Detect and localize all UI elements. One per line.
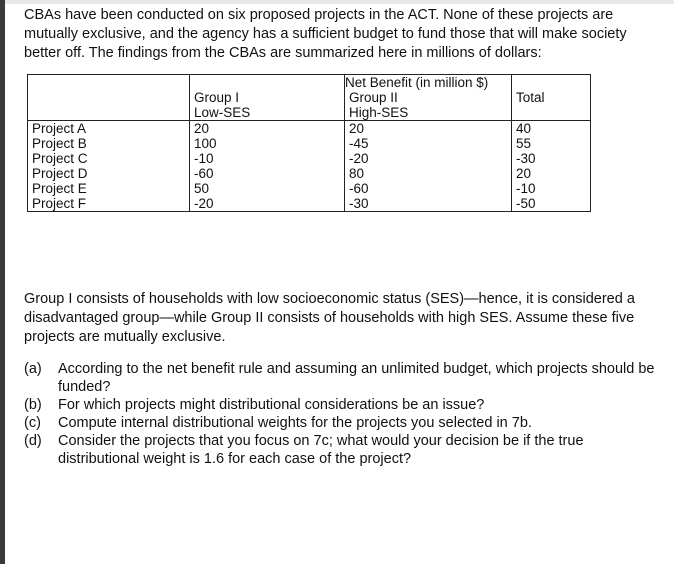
intro-paragraph: CBAs have been conducted on six proposed projects in the ACT. None of these projects are mutually exclusive, and the agency has a sufficient budget to fund those that will make society better off. The findings from the CBAs are summarized here in millions of dollars: bbox=[24, 7, 627, 61]
group1-value: -10 bbox=[190, 151, 345, 166]
question-text: According to the net benefit rule and assuming an unlimited budget, which projects should be funded? bbox=[58, 361, 655, 395]
total-header: Total bbox=[516, 90, 545, 105]
window-left-edge bbox=[0, 0, 5, 564]
question-list bbox=[24, 360, 664, 468]
table-header-row bbox=[28, 75, 591, 106]
group2-value: -45 bbox=[345, 136, 512, 151]
group2-value: 80 bbox=[345, 166, 512, 181]
group2-value: -60 bbox=[345, 181, 512, 196]
project-name: Project F bbox=[28, 196, 190, 212]
net-benefit-header: Net Benefit (in million $) bbox=[345, 75, 489, 90]
question-label: (b) bbox=[24, 397, 42, 413]
project-name: Project E bbox=[28, 181, 190, 196]
table-row bbox=[28, 166, 591, 181]
group1-ses: Low-SES bbox=[190, 105, 345, 121]
total-value: 20 bbox=[512, 166, 591, 181]
group-description-paragraph: Group I consists of households with low socioeconomic status (SES)—hence, it is considered a disadvantaged group—while Group II consists of households with high SES. Assume these five projects are mutually exclusive. bbox=[24, 291, 635, 345]
question-text: Consider the projects that you focus on 7c; what would your decision be if the true distributional weight is 1.6 for each case of the project? bbox=[58, 433, 584, 467]
total-subheader-cell bbox=[512, 105, 591, 121]
project-name: Project C bbox=[28, 151, 190, 166]
question-text: For which projects might distributional considerations be an issue? bbox=[58, 397, 485, 413]
table-row bbox=[28, 196, 591, 212]
question-label: (d) bbox=[24, 433, 42, 449]
project-name: Project A bbox=[28, 121, 190, 137]
group2-value: 20 bbox=[345, 121, 512, 137]
total-value: 55 bbox=[512, 136, 591, 151]
group1-header-cell bbox=[190, 75, 345, 106]
question-label: (a) bbox=[24, 361, 42, 377]
table-row bbox=[28, 151, 591, 166]
question-text: Compute internal distributional weights for the projects you selected in 7b. bbox=[58, 415, 532, 431]
group1-value: 50 bbox=[190, 181, 345, 196]
project-header-cell bbox=[28, 75, 190, 106]
group2-header-cell bbox=[345, 75, 512, 106]
question-label: (c) bbox=[24, 415, 41, 431]
group1-value: -20 bbox=[190, 196, 345, 212]
group2-value: -30 bbox=[345, 196, 512, 212]
total-value: 40 bbox=[512, 121, 591, 137]
total-value: -10 bbox=[512, 181, 591, 196]
group2-name: Group II bbox=[349, 90, 398, 105]
project-subheader-cell bbox=[28, 105, 190, 121]
group2-value: -20 bbox=[345, 151, 512, 166]
group2-ses: High-SES bbox=[345, 105, 512, 121]
project-name: Project B bbox=[28, 136, 190, 151]
group1-value: 100 bbox=[190, 136, 345, 151]
cba-results-table bbox=[27, 74, 591, 212]
question-d bbox=[24, 432, 664, 468]
question-a bbox=[24, 360, 664, 396]
table-row bbox=[28, 181, 591, 196]
project-name: Project D bbox=[28, 166, 190, 181]
table-row bbox=[28, 121, 591, 137]
question-b bbox=[24, 396, 664, 414]
table-subheader-row bbox=[28, 105, 591, 121]
group1-value: 20 bbox=[190, 121, 345, 137]
total-header-cell bbox=[512, 75, 591, 106]
group1-value: -60 bbox=[190, 166, 345, 181]
question-c bbox=[24, 414, 664, 432]
cropped-top-strip bbox=[5, 0, 674, 4]
table-row bbox=[28, 136, 591, 151]
group1-name: Group I bbox=[194, 90, 240, 105]
total-value: -50 bbox=[512, 196, 591, 212]
total-value: -30 bbox=[512, 151, 591, 166]
